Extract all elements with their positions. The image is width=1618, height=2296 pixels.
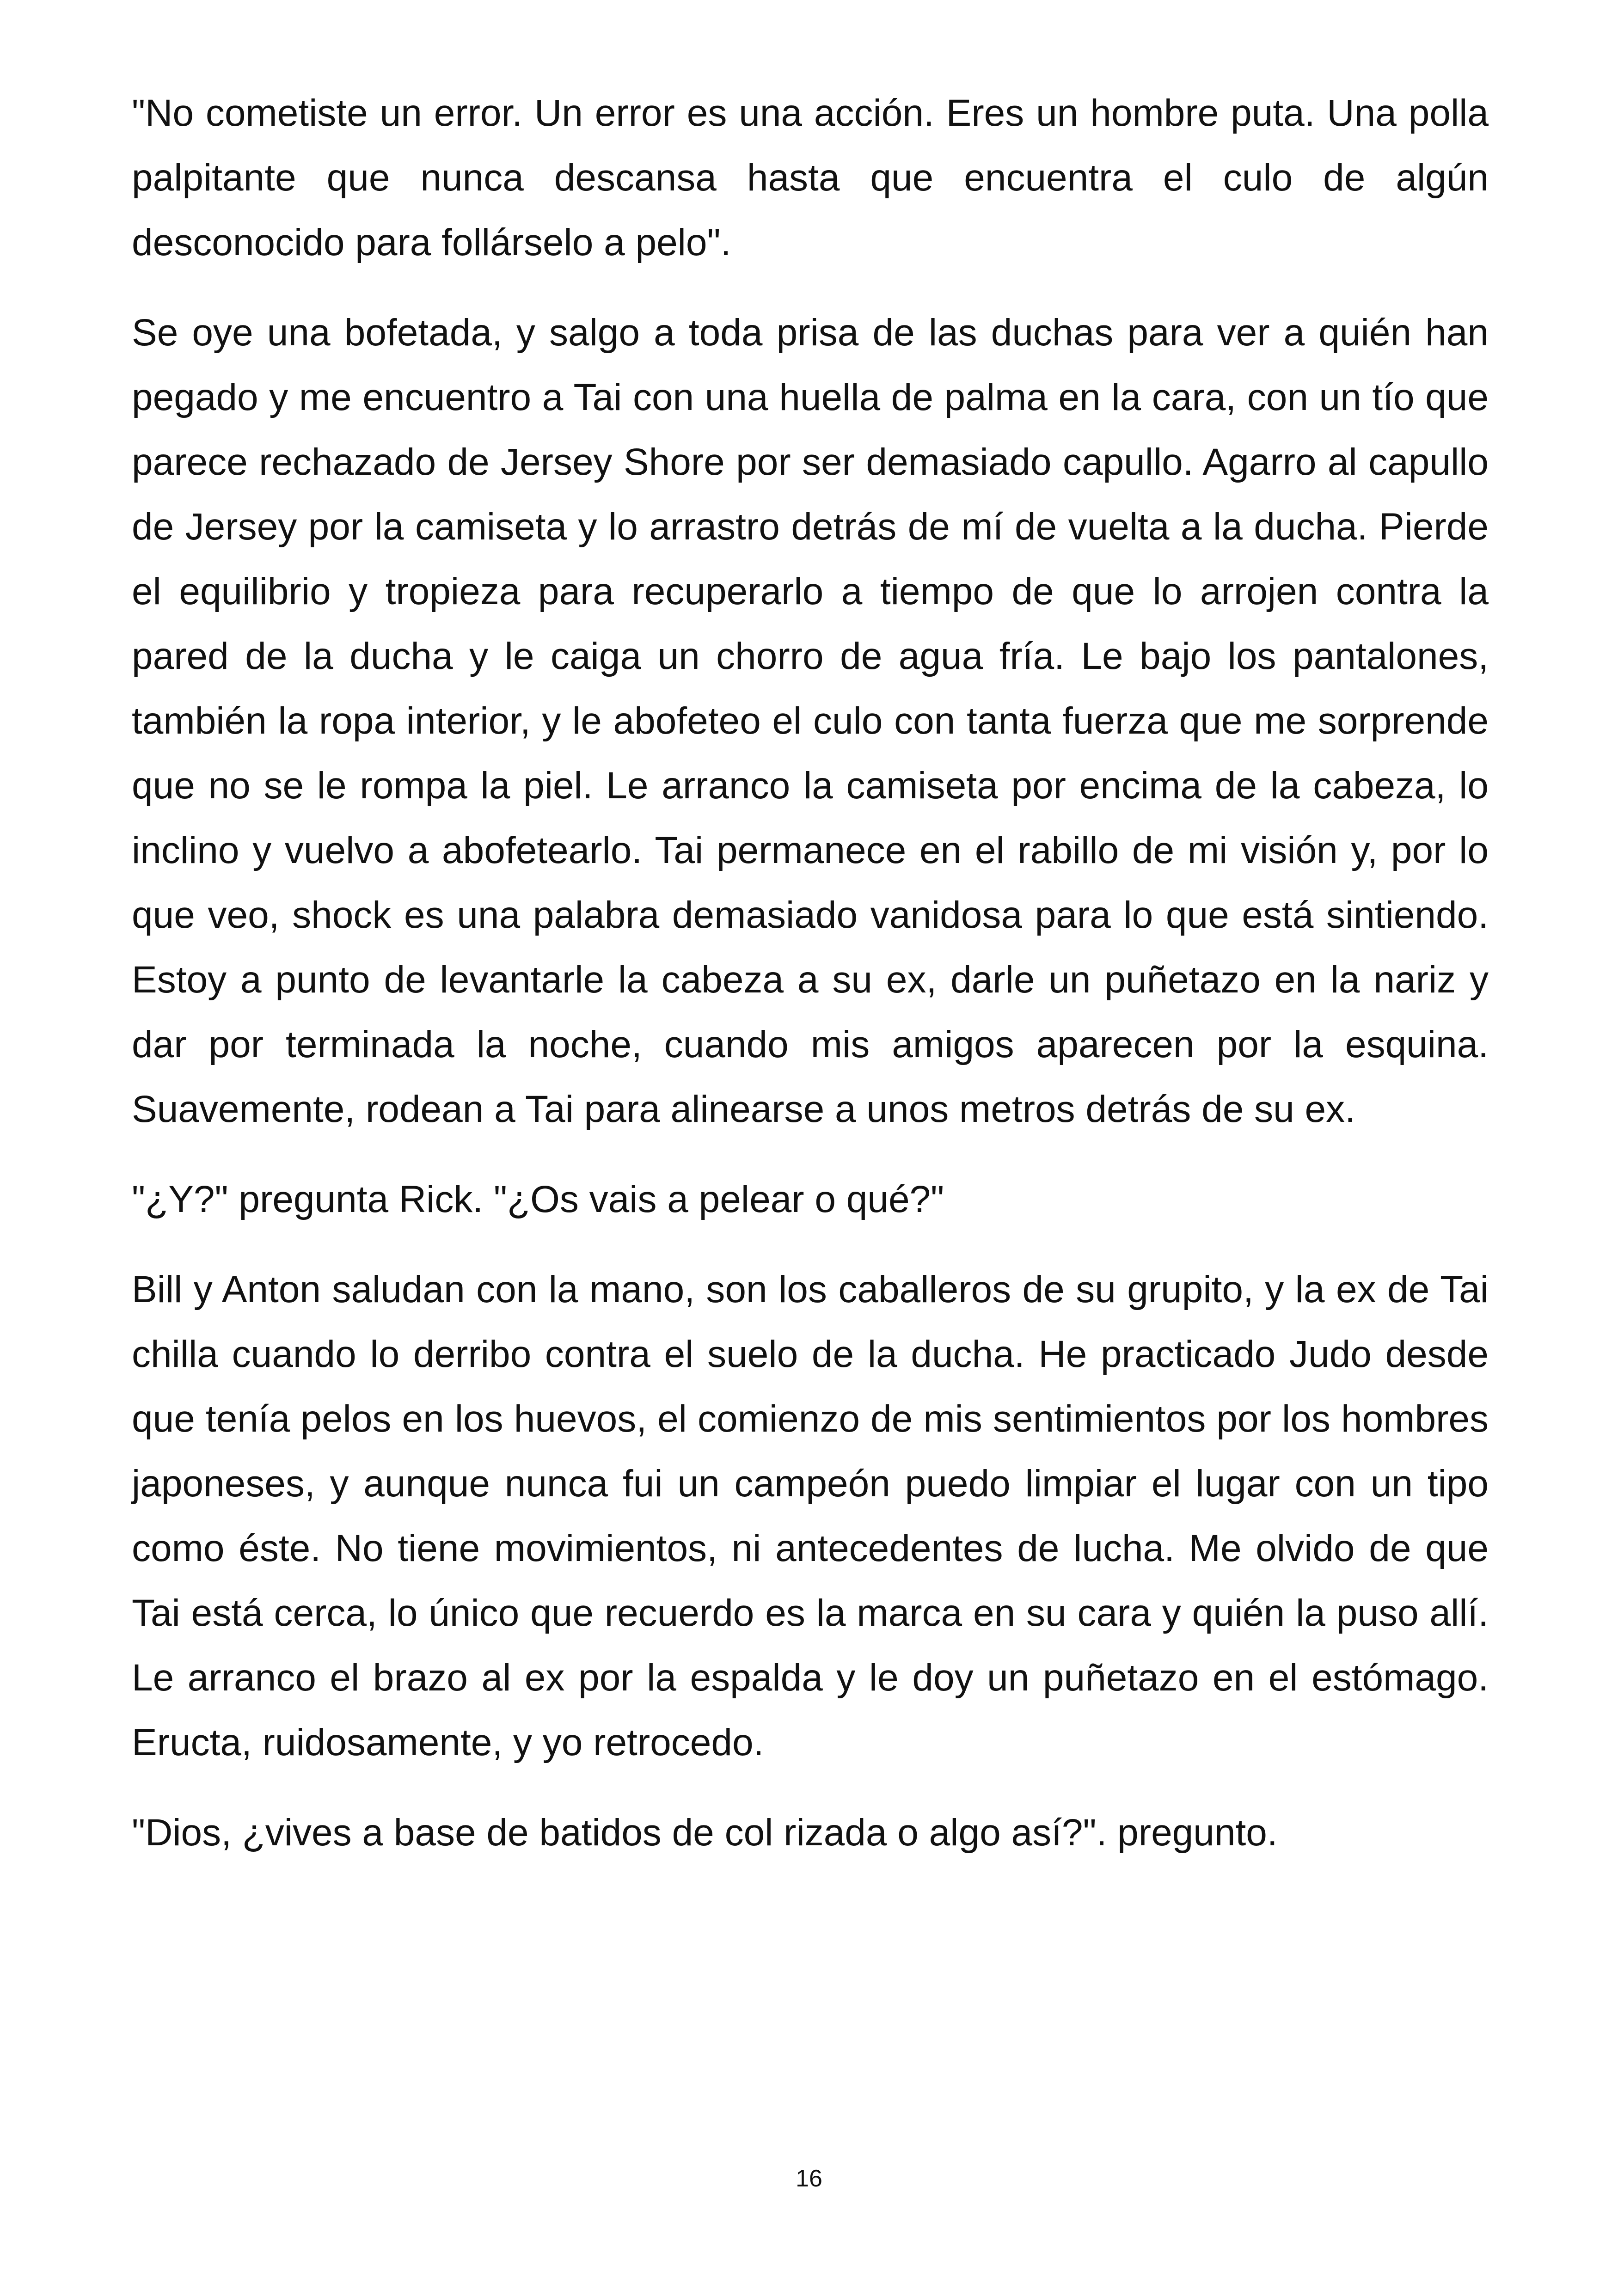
paragraph-4: Bill y Anton saludan con la mano, son los caballeros de su grupito, y la ex de Tai chilla cuando lo derribo contra el suelo de la ducha. He practicado Judo desde que tenía pelos en los huevos, el comienzo de mis sentimientos por los hombres japoneses, y aunque nunca fui un campeón puedo limpiar el lugar con un tipo como éste. No tiene movimientos, ni antecedentes de lucha. Me olvido de que Tai está cerca, lo único que recuerdo es la marca en su cara y quién la puso allí. Le arranco el brazo al ex por la espalda y le doy un puñetazo en el estómago. Eructa, ruidosamente, y yo retrocedo.: [132, 1268, 1489, 1763]
paragraph-2: Se oye una bofetada, y salgo a toda prisa de las duchas para ver a quién han pegado y me encuentro a Tai con una huella de palma en la cara, con un tío que parece rechazado de Jersey Shore por ser demasiado capullo. Agarro al capullo de Jersey por la camiseta y lo arrastro detrás de mí de vuelta a la ducha. Pierde el equilibrio y tropieza para recuperarlo a tiempo de que lo arrojen contra la pared de la ducha y le caiga un chorro de agua fría. Le bajo los pantalones, también la ropa interior, y le abofeteo el culo con tanta fuerza que me sorprende que no se le rompa la piel. Le arranco la camiseta por encima de la cabeza, lo inclino y vuelvo a abofetearlo. Tai permanece en el rabillo de mi visión y, por lo que veo, shock es una palabra demasiado vanidosa para lo que está sintiendo. Estoy a punto de levantarle la cabeza a su ex, darle un puñetazo en la nariz y dar por terminada la noche, cuando mis amigos aparecen por la esquina. Suavemente, rodean a Tai para alinearse a unos metros detrás de su ex.: [132, 312, 1489, 1130]
paragraph-spacer: [132, 1232, 1489, 1257]
paragraph-spacer: [132, 1775, 1489, 1800]
paragraph-1: "No cometiste un error. Un error es una acción. Eres un hombre puta. Una polla palpitante que nunca descansa hasta que encuentra el culo de algún desconocido para follárselo a pelo".: [132, 92, 1489, 263]
body-text: [132, 81, 1489, 1865]
paragraph-spacer: [132, 275, 1489, 300]
paragraph-spacer: [132, 1142, 1489, 1167]
paragraph-5: "Dios, ¿vives a base de batidos de col rizada o algo así?". pregunto.: [132, 1812, 1278, 1854]
page-number: 16: [796, 2165, 822, 2192]
paragraph-3: "¿Y?" pregunta Rick. "¿Os vais a pelear o qué?": [132, 1178, 944, 1220]
